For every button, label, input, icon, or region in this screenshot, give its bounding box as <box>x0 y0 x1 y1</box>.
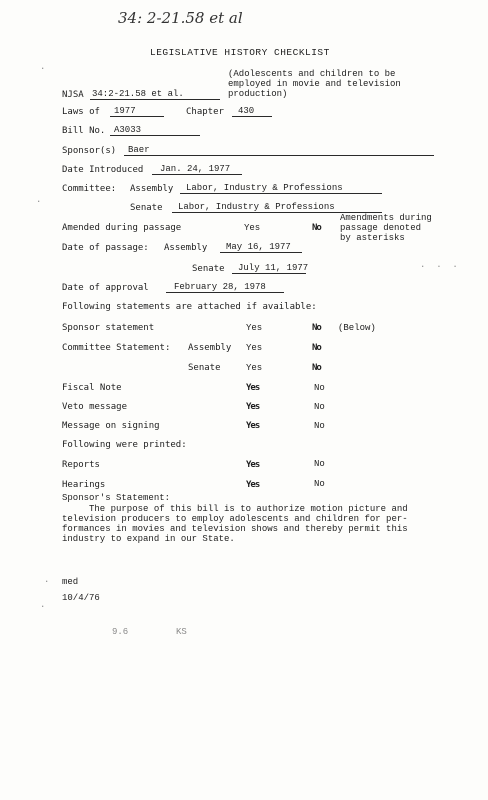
committee-label: Committee: <box>62 184 117 194</box>
statement-no-sponsor: No <box>312 323 321 333</box>
njsa-underline <box>90 99 220 100</box>
page-title: LEGISLATIVE HISTORY CHECKLIST <box>150 47 330 58</box>
sponsors-underline <box>124 155 434 156</box>
laws-of-underline <box>110 116 164 117</box>
committee-senate-label: Senate <box>130 203 163 213</box>
handwritten-citation: 34: 2-21.58 et al <box>118 9 243 27</box>
sponsor-statement-heading: Sponsor's Statement: <box>62 493 171 503</box>
bill-no-underline <box>110 135 200 136</box>
chapter-underline <box>232 116 272 117</box>
chapter-value: 430 <box>238 106 255 116</box>
committee-senate-value: Labor, Industry & Professions <box>178 202 335 212</box>
sponsor-statement-line-2: television producers to employ adolescents and children for per- <box>62 514 408 524</box>
passage-senate-label: Senate <box>192 264 225 274</box>
subject-note-line-3: production) <box>228 89 288 99</box>
statement-label-fiscal-note: Fiscal Note <box>62 383 122 393</box>
scan-speck: · · · <box>420 262 458 272</box>
approval-underline <box>166 292 284 293</box>
amended-label: Amended during passage <box>62 223 182 233</box>
passage-senate-value: July 11, 1977 <box>238 263 309 273</box>
bill-no-value: A3033 <box>114 125 142 135</box>
statement-no-fiscal-note: No <box>314 383 325 393</box>
committee-assembly-underline <box>180 193 382 194</box>
statement-extra-sponsor: (Below) <box>338 323 376 333</box>
sponsors-label: Sponsor(s) <box>62 146 117 156</box>
statement-yes-fiscal-note: Yes <box>246 383 260 393</box>
sponsor-statement-line-4: industry to expand in our State. <box>62 534 235 544</box>
statement-label-veto-message: Veto message <box>62 402 128 412</box>
statement-yes-committee-senate: Yes <box>246 363 263 373</box>
date-stamp: 10/4/76 <box>62 593 100 603</box>
statement-sub-assembly: Assembly <box>188 343 232 353</box>
sponsor-statement-line-1: The purpose of this bill is to authorize motion picture and <box>62 504 408 514</box>
printed-heading: Following were printed: <box>62 440 187 450</box>
sponsors-value: Baer <box>128 145 150 155</box>
amended-no: No <box>312 223 321 233</box>
sponsor-statement-line-3: formances in movies and television shows and thereby permit this <box>62 524 408 534</box>
printed-yes-hearings: Yes <box>246 480 260 490</box>
scan-speck: . <box>36 195 42 205</box>
date-introduced-value: Jan. 24, 1977 <box>160 164 231 174</box>
chapter-label: Chapter <box>186 107 224 117</box>
statement-label-sponsor: Sponsor statement <box>62 323 155 333</box>
subject-note-line-2: employed in movie and television <box>228 79 401 89</box>
scan-speck: . <box>44 575 50 585</box>
statement-yes-sponsor: Yes <box>246 323 263 333</box>
date-introduced-label: Date Introduced <box>62 165 144 175</box>
amended-note-line-1: Amendments during <box>340 213 432 223</box>
njsa-value: 34:2-21.58 et al. <box>92 89 184 99</box>
statement-yes-committee-assembly: Yes <box>246 343 263 353</box>
attached-heading: Following statements are attached if available: <box>62 302 317 312</box>
statement-no-veto-message: No <box>314 402 325 412</box>
approval-label: Date of approval <box>62 283 149 293</box>
passage-senate-underline <box>232 273 306 274</box>
laws-of-label: Laws of <box>62 107 100 117</box>
statement-yes-message-on-signing: Yes <box>246 421 260 431</box>
printed-no-hearings: No <box>314 479 325 489</box>
statement-label-committee: Committee Statement: <box>62 343 171 353</box>
statement-label-message-on-signing: Message on signing <box>62 421 160 431</box>
scan-speck: . <box>40 600 46 610</box>
amended-note-line-3: by asterisks <box>340 233 405 243</box>
date-introduced-underline <box>152 174 242 175</box>
scan-speck: . <box>40 62 46 72</box>
statement-no-committee-assembly: No <box>312 343 321 353</box>
njsa-label: NJSA <box>62 90 84 100</box>
typist-initials: med <box>62 577 79 587</box>
statement-sub-senate: Senate <box>188 363 221 373</box>
passage-assembly-label: Assembly <box>164 243 208 253</box>
footer-mark-1: 9.6 <box>112 627 129 637</box>
printed-label-hearings: Hearings <box>62 480 106 490</box>
statement-no-committee-senate: No <box>312 363 321 373</box>
statement-yes-veto-message: Yes <box>246 402 260 412</box>
bill-no-label: Bill No. <box>62 126 106 136</box>
printed-label-reports: Reports <box>62 460 100 470</box>
passage-label: Date of passage: <box>62 243 149 253</box>
amended-yes: Yes <box>244 223 261 233</box>
committee-assembly-label: Assembly <box>130 184 174 194</box>
amended-note-line-2: passage denoted <box>340 223 422 233</box>
statement-no-message-on-signing: No <box>314 421 325 431</box>
laws-of-value: 1977 <box>114 106 136 116</box>
passage-assembly-value: May 16, 1977 <box>226 242 291 252</box>
subject-note-line-1: (Adolescents and children to be <box>228 69 396 79</box>
passage-assembly-underline <box>220 252 302 253</box>
printed-yes-reports: Yes <box>246 460 260 470</box>
committee-assembly-value: Labor, Industry & Professions <box>186 183 343 193</box>
approval-value: February 28, 1978 <box>174 282 266 292</box>
printed-no-reports: No <box>314 459 325 469</box>
footer-mark-2: KS <box>176 627 187 637</box>
